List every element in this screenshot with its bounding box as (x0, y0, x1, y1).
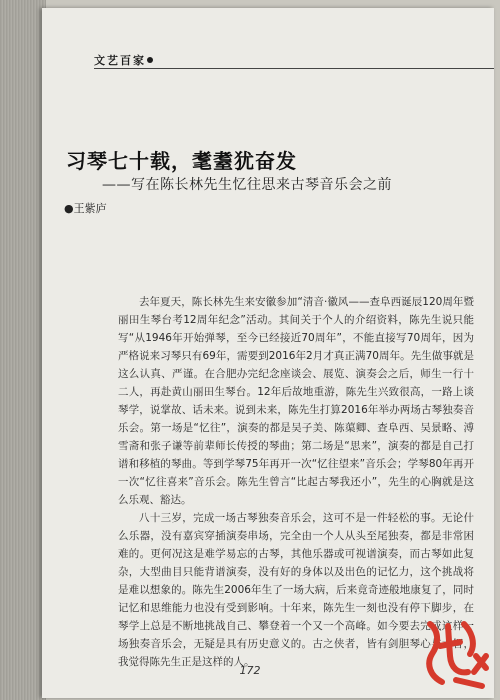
body-paragraph: 去年夏天，陈长林先生来安徽参加“清音·徽风——查阜西诞辰120周年暨丽田生琴台考12周年纪念”活动。其间关于个人的介绍资料，陈先生说只能写“从1946年开始弹琴，至今已经接近70周年”，不能直接写70周年，因为严格说来习琴只有69年，需要到2016年2月才真正满70周年。先生做事就是这么认真、严谨。在合肥办完纪念座谈会、展览、演奏会之后，师生一行十二人，再赴黄山丽田生琴台。12年后故地重游，陈先生兴致很高，一路上谈琴学，说掌故、话未来。说到未来，陈先生打算2016年举办两场古琴独奏音乐会。第一场是“忆往”，演奏的都是吴子美、陈蕖卿、查阜西、吴景略、溥雪斋和张子谦等前辈师长传授的琴曲；第二场是“思来”，演奏的都是自己打谱和移植的琴曲。等到学琴75年再开一次“忆往望来”音乐会；学琴80年再开一次“忆往喜来”音乐会。陈先生曾言“比起古琴我还小”，先生的心胸就是这么乐观、豁达。 (118, 296, 474, 506)
article-title: 习琴七十载，耄耋犹奋发 (66, 149, 297, 173)
article-body (118, 293, 474, 671)
body-paragraph: 八十三岁，完成一场古琴独奏音乐会，这可不是一件轻松的事。无论什么乐器，没有嘉宾穿插演奏串场，完全由一个人从头至尾独奏，都是非常困难的。更何况这是难学易忘的古琴，其他乐器或可视谱演奏，而古琴如此复杂，大型曲目只能背谱演奏，没有好的身体以及出色的记忆力，这个挑战将是难以想象的。陈先生2006年生了一场大病，后来竟奇迹般地康复了，同时记忆和思维能力也没有受到影响。十年来，陈先生一刻也没有停下脚步，在琴学上总是不断地挑战自己、攀登着一个又一个高峰。如今要去完成这样一场独奏音乐会，无疑是具有历史意义的。古之侠者，皆有剑胆琴心与大智，我觉得陈先生正是这样的人。 (118, 512, 474, 668)
author-name: 王紫庐 (73, 202, 107, 215)
section-header (94, 52, 153, 68)
book-page-edges (0, 0, 46, 700)
page-number: 172 (239, 664, 261, 677)
seal-strokes (429, 624, 486, 686)
section-header-label: 文艺百家 (94, 54, 146, 67)
author-bullet-icon: ● (64, 202, 74, 215)
article-author (64, 200, 107, 216)
header-divider (94, 68, 494, 69)
article-subtitle: ——写在陈长林先生忆往思来古琴音乐会之前 (102, 177, 392, 193)
bullet-icon (147, 57, 153, 63)
red-seal-stamp-icon (420, 616, 492, 692)
